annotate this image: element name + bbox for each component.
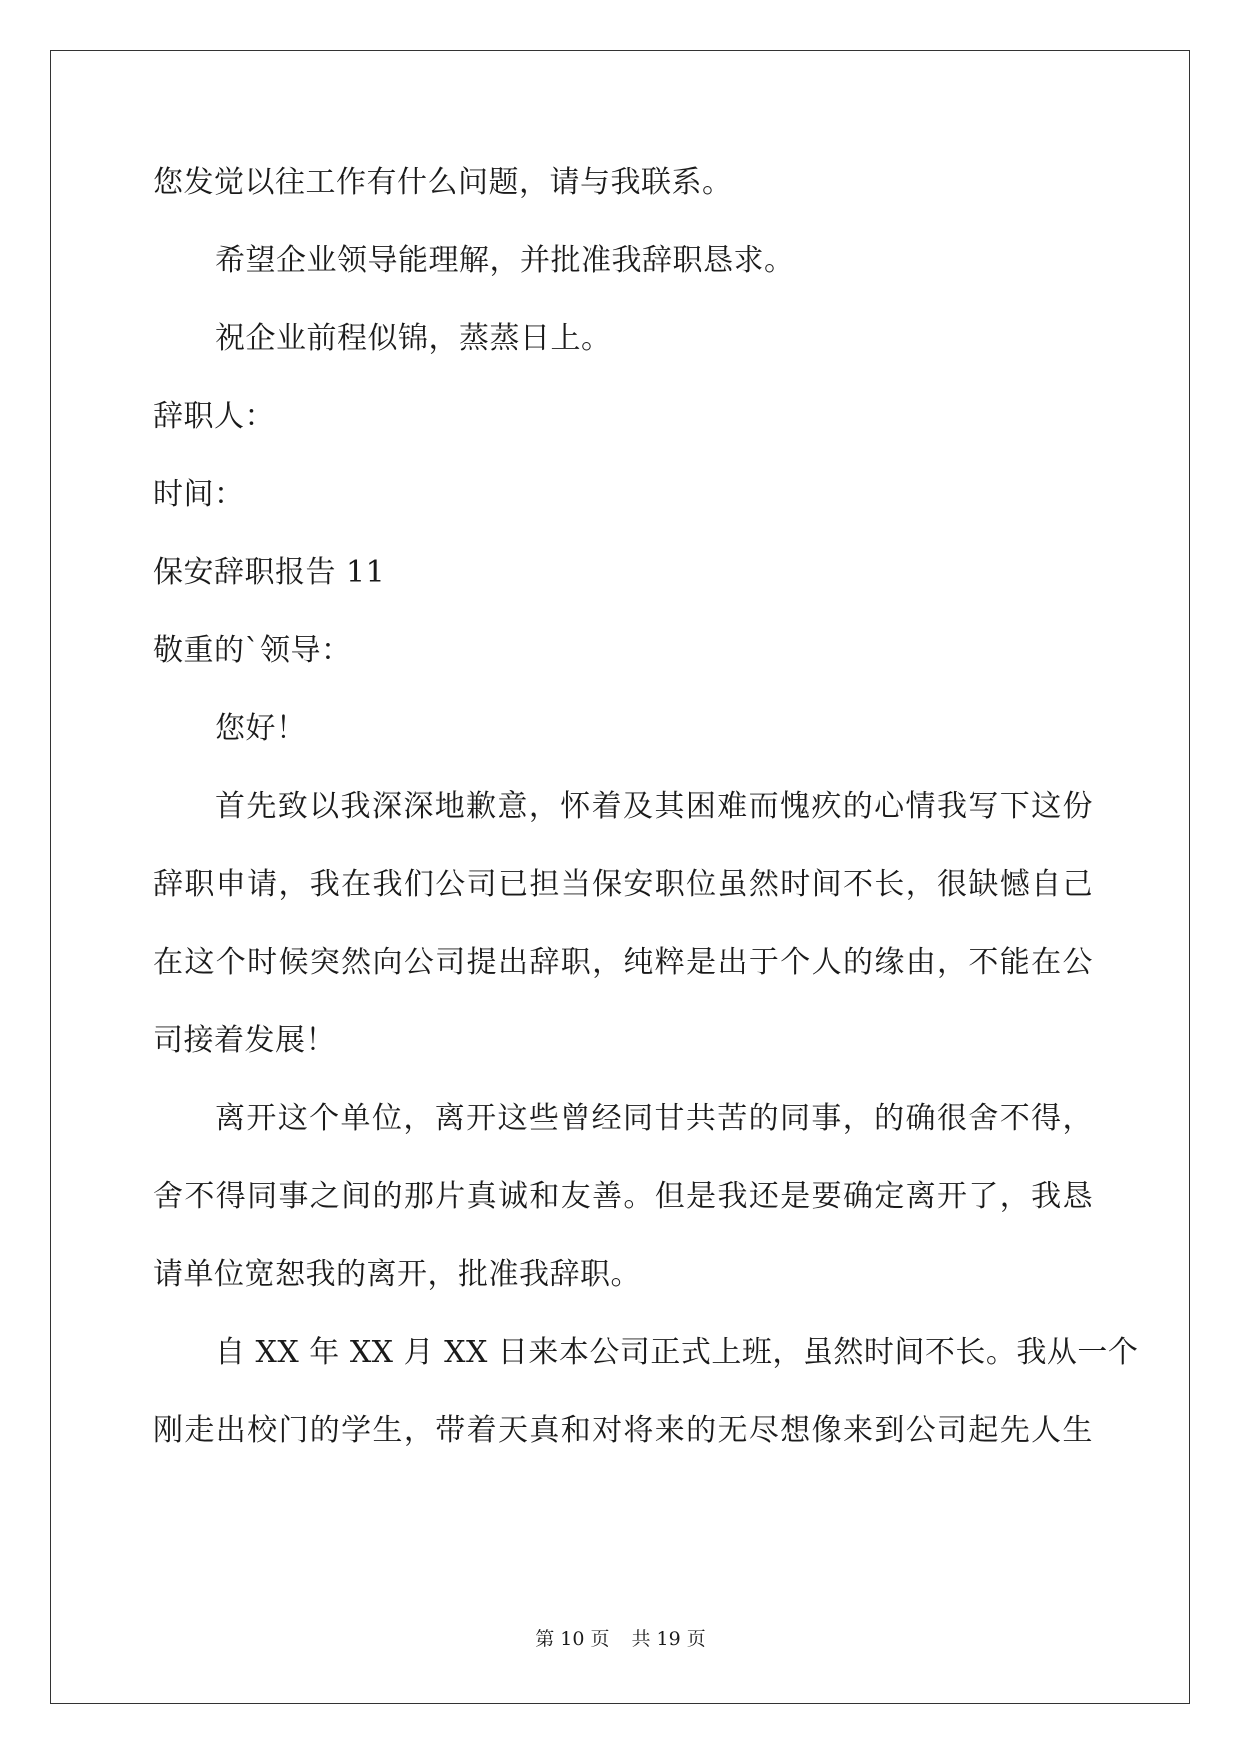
greeting: 您好！ [215, 711, 307, 746]
text-line: 请单位宽恕我的离开，批准我辞职。 [153, 1257, 641, 1292]
page-footer [0, 1626, 1241, 1652]
text-line: 您发觉以往工作有什么问题，请与我联系。 [153, 165, 733, 200]
text-line: 自 XX 年 XX 月 XX 日来本公司正式上班，虽然时间不长。我从一个 [215, 1335, 1139, 1370]
text-line: 离开这个单位，离开这些曾经同甘共苦的同事，的确很舍不得， [215, 1101, 1093, 1136]
text-line: 刚走出校门的学生，带着天真和对将来的无尽想像来到公司起先人生 [153, 1413, 1093, 1448]
text-line: 在这个时候突然向公司提出辞职，纯粹是出于个人的缘由，不能在公 [153, 945, 1093, 980]
text-line: 司接着发展！ [153, 1023, 336, 1058]
text-line: 首先致以我深深地歉意，怀着及其困难而愧疚的心情我写下这份 [215, 789, 1093, 824]
page-number-total: 共 19 页 [631, 1628, 706, 1650]
page-number-current: 第 10 页 [535, 1628, 610, 1650]
text-line: 舍不得同事之间的那片真诚和友善。但是我还是要确定离开了，我恳 [153, 1179, 1093, 1214]
section-title: 保安辞职报告 11 [153, 555, 386, 590]
text-line: 希望企业领导能理解，并批准我辞职恳求。 [215, 243, 795, 278]
text-line: 祝企业前程似锦，蒸蒸日上。 [215, 321, 612, 356]
text-line: 辞职申请，我在我们公司已担当保安职位虽然时间不长，很缺憾自己 [153, 867, 1093, 902]
date-label: 时间： [153, 477, 245, 512]
salutation: 敬重的`领导： [153, 633, 352, 668]
signer-label: 辞职人： [153, 399, 275, 434]
